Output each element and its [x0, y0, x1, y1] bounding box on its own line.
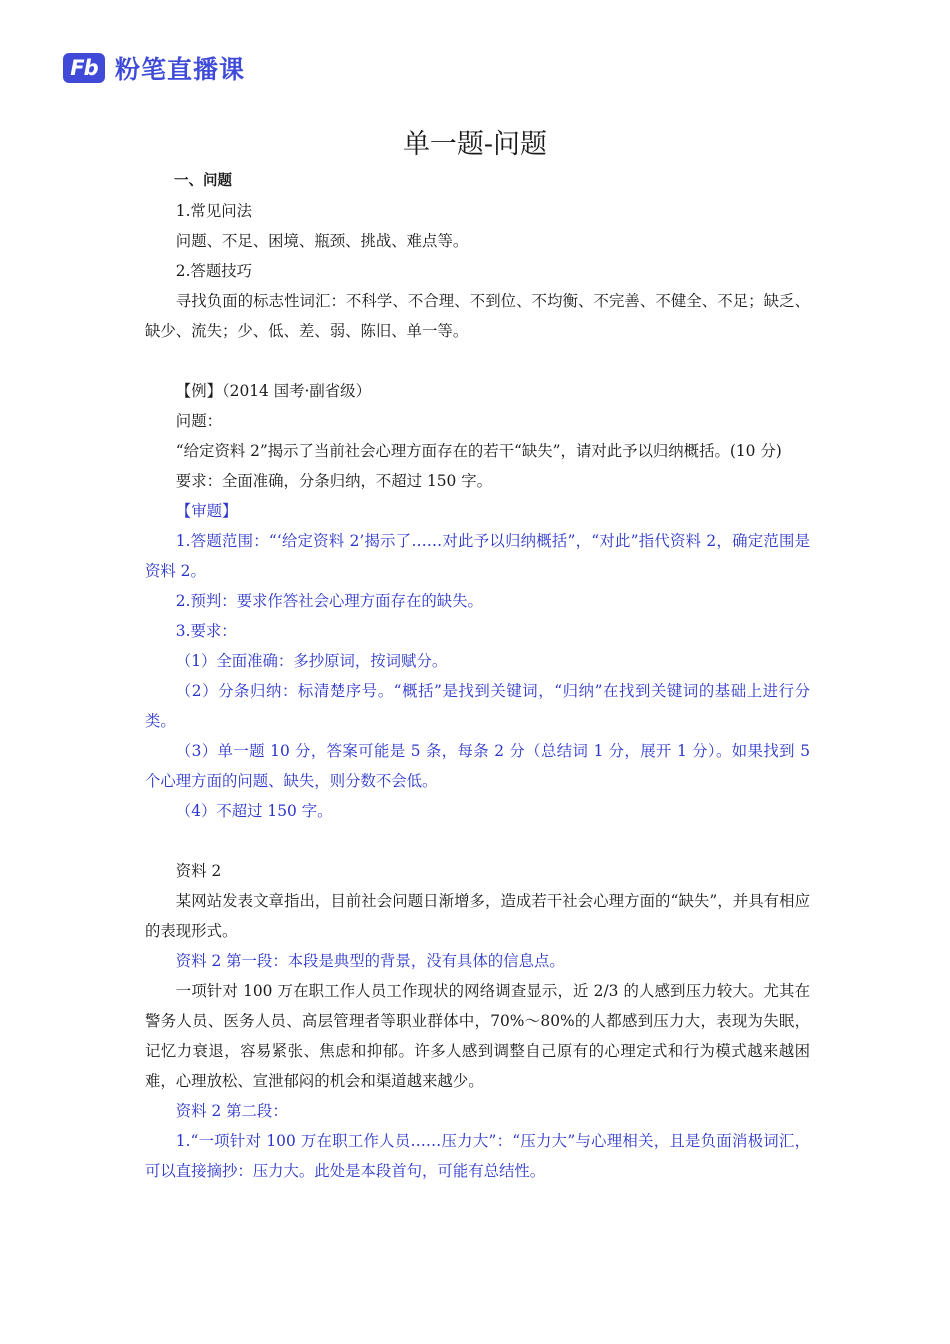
- material-note-2: 资料 2 第二段：: [175, 1102, 288, 1120]
- material-note-2-item-1: 1.“一项针对 100 万在职工作人员……压力大”：“压力大”与心理相关，且是负面消极词汇，可以直接摘抄：压力大。此处是本段首句，可能有总结性。: [145, 1132, 810, 1180]
- analysis-item-2: 2.预判：要求作答社会心理方面存在的缺失。: [175, 592, 483, 610]
- section-heading: 一、问题: [174, 173, 232, 189]
- page-title: 单一题-问题: [402, 129, 548, 160]
- logo-icon: Fb: [63, 53, 105, 83]
- question-label: 问题：: [175, 412, 222, 430]
- logo-text: 粉笔直播课: [115, 55, 246, 84]
- subheading-common-questions: 1.常见问法: [175, 202, 253, 220]
- analysis-item-1: 1.答题范围：“‘给定资料 2’揭示了……对此予以归纳概括”，“对此”指代资料 2，确定范围是资料 2。: [145, 532, 810, 580]
- requirement-2: （2）分条归纳：标清楚序号。“概括”是找到关键词，“归纳”在找到关键词的基础上进行分类。: [145, 682, 810, 730]
- example-label: 【例】（2014 国考·副省级）: [175, 382, 371, 400]
- material-label: 资料 2: [175, 862, 222, 880]
- material-note-1: 资料 2 第一段：本段是典型的背景，没有具体的信息点。: [175, 952, 565, 970]
- requirement-4: （4）不超过 150 字。: [175, 802, 333, 820]
- document-body: [145, 166, 810, 1186]
- paragraph-answer-tips: 寻找负面的标志性词汇：不科学、不合理、不到位、不均衡、不完善、不健全、不足；缺乏、缺少、流失；少、低、差、弱、陈旧、单一等。: [145, 292, 810, 340]
- requirement-3: （3）单一题 10 分，答案可能是 5 条，每条 2 分（总结词 1 分，展开 1 分）。如果找到 5 个心理方面的问题、缺失，则分数不会低。: [145, 742, 810, 790]
- material-paragraph-1: 某网站发表文章指出，目前社会问题日渐增多，造成若干社会心理方面的“缺失”，并具有相应的表现形式。: [145, 892, 810, 940]
- analysis-item-3: 3.要求：: [175, 622, 237, 640]
- material-paragraph-2: 一项针对 100 万在职工作人员工作现状的网络调查显示，近 2/3 的人感到压力较大。尤其在警务人员、医务人员、高层管理者等职业群体中，70%～80%的人都感到压力大，表现为失眠，记忆力衰退，容易紧张、焦虑和抑郁。许多人感到调整自己原有的心理定式和行为模式越来越困难，心理放松、宣泄郁闷的机会和渠道越来越少。: [145, 982, 810, 1090]
- question-text: “给定资料 2”揭示了当前社会心理方面存在的若干“缺失”，请对此予以归纳概括。(10 分): [175, 442, 782, 460]
- brand-logo: [63, 50, 245, 86]
- analysis-heading: 【审题】: [175, 502, 238, 520]
- paragraph-common-questions: 问题、不足、困境、瓶颈、挑战、难点等。: [175, 232, 469, 250]
- requirement-1: （1）全面准确：多抄原词，按词赋分。: [175, 652, 448, 670]
- subheading-answer-tips: 2.答题技巧: [175, 262, 253, 280]
- requirement-text: 要求：全面准确，分条归纳，不超过 150 字。: [175, 472, 492, 490]
